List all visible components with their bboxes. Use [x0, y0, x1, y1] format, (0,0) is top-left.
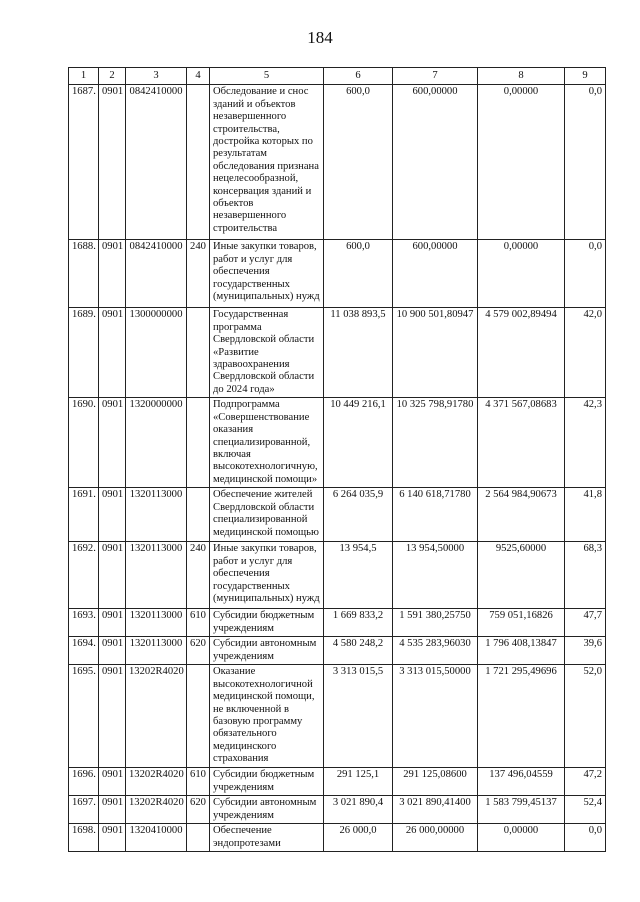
expense-type	[187, 85, 210, 240]
execution-percent: 52,4	[565, 796, 606, 824]
plan-amount: 3 021 890,4	[324, 796, 393, 824]
header-cell: 2	[99, 68, 126, 85]
budget-table	[68, 67, 606, 852]
row-number: 1697.	[69, 796, 99, 824]
approved-amount: 4 535 283,96030	[393, 637, 478, 665]
executed-amount: 0,00000	[478, 240, 565, 308]
item-name: Субсидии автономным учреждениям	[210, 796, 324, 824]
row-number: 1698.	[69, 824, 99, 852]
table-row	[69, 609, 606, 637]
executed-amount: 1 721 295,49696	[478, 665, 565, 768]
item-name: Государственная программа Свердловской области «Развитие здравоохранения Свердловской области до 2024 года»	[210, 308, 324, 398]
header-row	[69, 68, 606, 85]
target-code: 1320113000	[126, 609, 187, 637]
plan-amount: 291 125,1	[324, 768, 393, 796]
plan-amount: 13 954,5	[324, 542, 393, 609]
approved-amount: 3 021 890,41400	[393, 796, 478, 824]
expense-type	[187, 488, 210, 542]
execution-percent: 0,0	[565, 85, 606, 240]
expense-type	[187, 665, 210, 768]
section-code: 0901	[99, 308, 126, 398]
target-code: 1320113000	[126, 488, 187, 542]
plan-amount: 10 449 216,1	[324, 398, 393, 488]
row-number: 1691.	[69, 488, 99, 542]
execution-percent: 42,3	[565, 398, 606, 488]
expense-type: 620	[187, 796, 210, 824]
plan-amount: 3 313 015,5	[324, 665, 393, 768]
approved-amount: 10 900 501,80947	[393, 308, 478, 398]
row-number: 1696.	[69, 768, 99, 796]
execution-percent: 68,3	[565, 542, 606, 609]
execution-percent: 52,0	[565, 665, 606, 768]
section-code: 0901	[99, 665, 126, 768]
expense-type	[187, 824, 210, 852]
execution-percent: 0,0	[565, 240, 606, 308]
section-code: 0901	[99, 85, 126, 240]
plan-amount: 26 000,0	[324, 824, 393, 852]
section-code: 0901	[99, 768, 126, 796]
executed-amount: 1 583 799,45137	[478, 796, 565, 824]
execution-percent: 41,8	[565, 488, 606, 542]
expense-type: 240	[187, 240, 210, 308]
section-code: 0901	[99, 824, 126, 852]
target-code: 0842410000	[126, 240, 187, 308]
plan-amount: 1 669 833,2	[324, 609, 393, 637]
executed-amount: 4 371 567,08683	[478, 398, 565, 488]
target-code: 1320113000	[126, 637, 187, 665]
table-row	[69, 398, 606, 488]
approved-amount: 600,00000	[393, 85, 478, 240]
row-number: 1692.	[69, 542, 99, 609]
execution-percent: 47,7	[565, 609, 606, 637]
header-cell: 5	[210, 68, 324, 85]
item-name: Оказание высокотехнологичной медицинской помощи, не включенной в базовую программу обязательного медицинского страхования	[210, 665, 324, 768]
section-code: 0901	[99, 609, 126, 637]
expense-type: 610	[187, 609, 210, 637]
section-code: 0901	[99, 488, 126, 542]
row-number: 1693.	[69, 609, 99, 637]
item-name: Иные закупки товаров, работ и услуг для обеспечения государственных (муниципальных) нужд	[210, 542, 324, 609]
approved-amount: 10 325 798,91780	[393, 398, 478, 488]
executed-amount: 1 796 408,13847	[478, 637, 565, 665]
expense-type: 610	[187, 768, 210, 796]
item-name: Подпрограмма «Совершенствование оказания специализированной, включая высокотехнологичную, медицинской помощи»	[210, 398, 324, 488]
plan-amount: 600,0	[324, 240, 393, 308]
table-row	[69, 796, 606, 824]
target-code: 1320000000	[126, 398, 187, 488]
row-number: 1689.	[69, 308, 99, 398]
executed-amount: 0,00000	[478, 824, 565, 852]
plan-amount: 4 580 248,2	[324, 637, 393, 665]
target-code: 13202R4020	[126, 665, 187, 768]
expense-type	[187, 308, 210, 398]
section-code: 0901	[99, 240, 126, 308]
executed-amount: 759 051,16826	[478, 609, 565, 637]
approved-amount: 13 954,50000	[393, 542, 478, 609]
item-name: Обследование и снос зданий и объектов незавершенного строительства, достройка которых по результатам обследования признана нецелесообразной, консервация зданий и объектов незавершенного строительства	[210, 85, 324, 240]
item-name: Субсидии автономным учреждениям	[210, 637, 324, 665]
section-code: 0901	[99, 637, 126, 665]
executed-amount: 2 564 984,90673	[478, 488, 565, 542]
table-row	[69, 488, 606, 542]
page-number: 184	[307, 28, 333, 47]
execution-percent: 0,0	[565, 824, 606, 852]
executed-amount: 4 579 002,89494	[478, 308, 565, 398]
item-name: Иные закупки товаров, работ и услуг для обеспечения государственных (муниципальных) нужд	[210, 240, 324, 308]
item-name: Субсидии бюджетным учреждениям	[210, 768, 324, 796]
row-number: 1695.	[69, 665, 99, 768]
target-code: 13202R4020	[126, 796, 187, 824]
header-cell: 4	[187, 68, 210, 85]
approved-amount: 3 313 015,50000	[393, 665, 478, 768]
header-cell: 9	[565, 68, 606, 85]
table-row	[69, 824, 606, 852]
execution-percent: 39,6	[565, 637, 606, 665]
row-number: 1694.	[69, 637, 99, 665]
header-cell: 6	[324, 68, 393, 85]
table-row	[69, 637, 606, 665]
executed-amount: 0,00000	[478, 85, 565, 240]
approved-amount: 6 140 618,71780	[393, 488, 478, 542]
expense-type: 620	[187, 637, 210, 665]
approved-amount: 1 591 380,25750	[393, 609, 478, 637]
target-code: 1320113000	[126, 542, 187, 609]
header-cell: 1	[69, 68, 99, 85]
target-code: 1300000000	[126, 308, 187, 398]
approved-amount: 291 125,08600	[393, 768, 478, 796]
table-row	[69, 85, 606, 240]
table-row	[69, 240, 606, 308]
execution-percent: 42,0	[565, 308, 606, 398]
approved-amount: 26 000,00000	[393, 824, 478, 852]
target-code: 1320410000	[126, 824, 187, 852]
plan-amount: 600,0	[324, 85, 393, 240]
header-cell: 3	[126, 68, 187, 85]
row-number: 1687.	[69, 85, 99, 240]
plan-amount: 6 264 035,9	[324, 488, 393, 542]
target-code: 13202R4020	[126, 768, 187, 796]
expense-type: 240	[187, 542, 210, 609]
row-number: 1688.	[69, 240, 99, 308]
item-name: Субсидии бюджетным учреждениям	[210, 609, 324, 637]
table-row	[69, 308, 606, 398]
item-name: Обеспечение жителей Свердловской области специализированной медицинской помощью	[210, 488, 324, 542]
section-code: 0901	[99, 796, 126, 824]
header-cell: 7	[393, 68, 478, 85]
executed-amount: 9525,60000	[478, 542, 565, 609]
header-cell: 8	[478, 68, 565, 85]
row-number: 1690.	[69, 398, 99, 488]
execution-percent: 47,2	[565, 768, 606, 796]
section-code: 0901	[99, 542, 126, 609]
item-name: Обеспечение эндопротезами	[210, 824, 324, 852]
table-row	[69, 542, 606, 609]
target-code: 0842410000	[126, 85, 187, 240]
approved-amount: 600,00000	[393, 240, 478, 308]
plan-amount: 11 038 893,5	[324, 308, 393, 398]
executed-amount: 137 496,04559	[478, 768, 565, 796]
table-row	[69, 768, 606, 796]
expense-type	[187, 398, 210, 488]
table-row	[69, 665, 606, 768]
section-code: 0901	[99, 398, 126, 488]
